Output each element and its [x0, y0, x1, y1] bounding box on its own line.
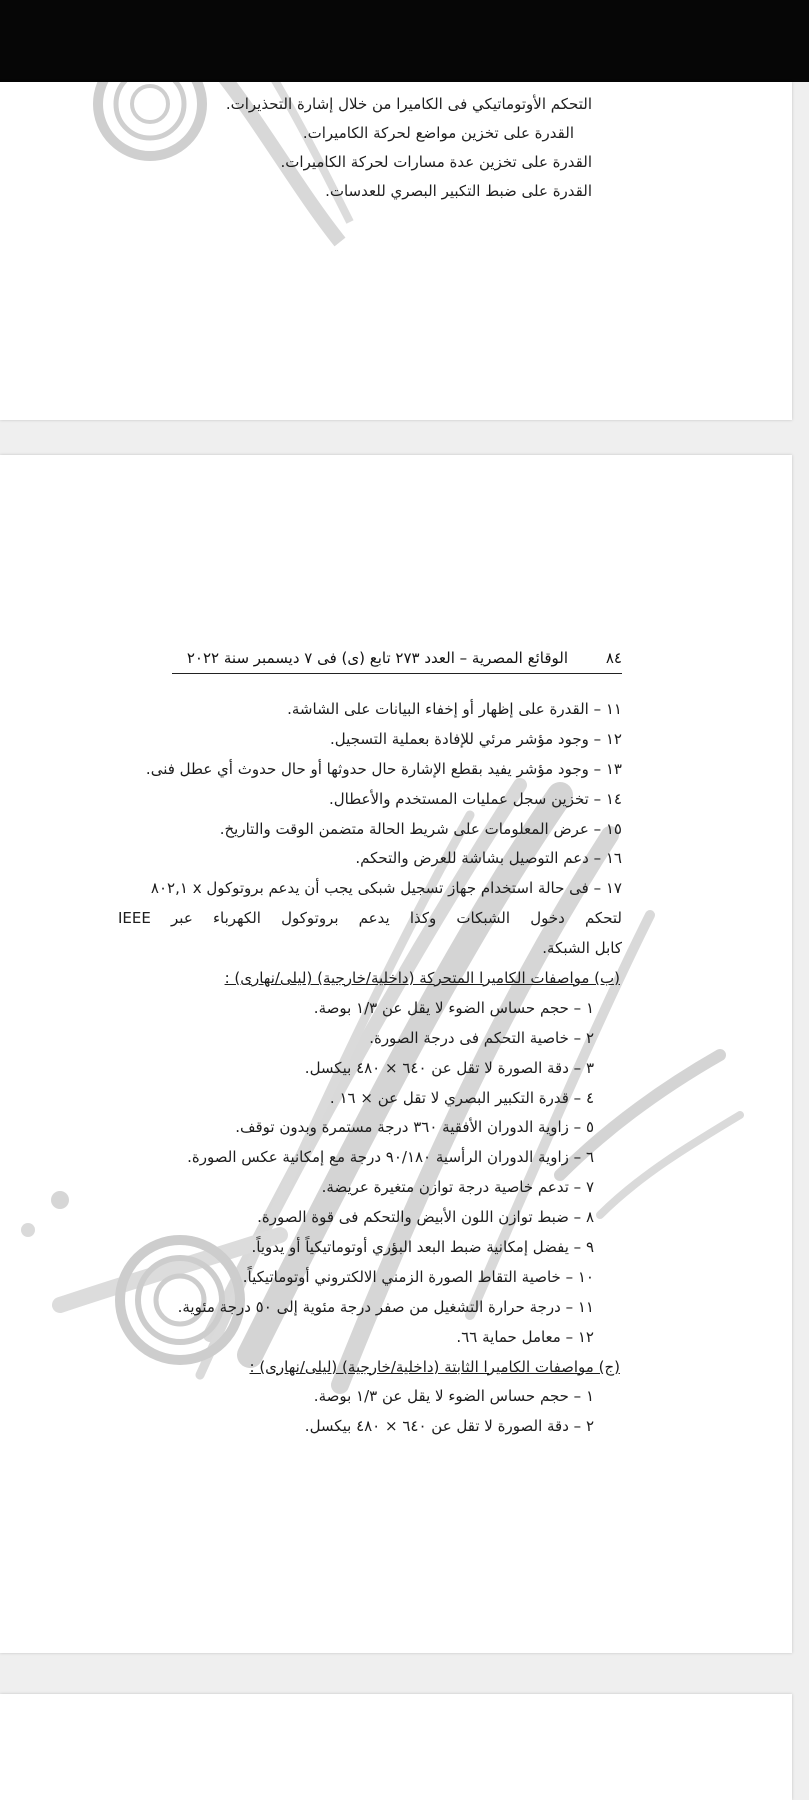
section-heading-c: (ج) مواصفات الكاميرا الثابتة (داخلية/خارجية) (ليلى/نهارى) :: [249, 1357, 620, 1376]
list-item: ١ – حجم حساس الضوء لا يقل عن ١/٣ بوصة.: [313, 1387, 594, 1406]
list-item: ١٢ – معامل حماية ٦٦.: [456, 1327, 594, 1346]
list-item: ٣ – دقة الصورة لا تقل عن ٦٤٠ × ٤٨٠ بيكسل.: [304, 1058, 594, 1077]
list-item-continuation: IEEE لتحكم دخول الشبكات وكذا يدعم بروتوكول الكهرباء عبر: [118, 909, 622, 928]
document-page-3: [0, 1694, 792, 1800]
list-item: ٨ – ضبط توازن اللون الأبيض والتحكم فى قوة الصورة.: [257, 1208, 594, 1227]
text-line: القدرة على ضبط التكبير البصري للعدسات.: [325, 182, 592, 200]
page-header: [172, 645, 622, 674]
list-item: ١٤ – تخزين سجل عمليات المستخدم والأعطال.: [329, 789, 622, 808]
document-page-1: [0, 82, 792, 420]
text-line: القدرة على تخزين مواضع لحركة الكاميرات.: [302, 124, 574, 142]
list-item: ٦ – زاوية الدوران الرأسية ٩٠/١٨٠ درجة مع إمكانية عكس الصورة.: [187, 1148, 594, 1167]
list-item: ١٠ – خاصية التقاط الصورة الزمني الالكتروني أوتوماتيكياً.: [242, 1267, 594, 1286]
list-item: ١٢ – وجود مؤشر مرئي للإفادة بعملية التسجيل.: [330, 729, 622, 748]
list-item-continuation: كابل الشبكة.: [542, 939, 622, 958]
list-item: ١٣ – وجود مؤشر يفيد بقطع الإشارة حال حدوثها أو حال حدوث أي عطل فنى.: [145, 759, 622, 778]
list-item: ١٧ – فى حالة استخدام جهاز تسجيل شبكى يجب أن يدعم بروتوكول x ٨٠٢,١: [150, 879, 622, 898]
document-page-2: [0, 455, 792, 1653]
list-item: ٥ – زاوية الدوران الأفقية ٣٦٠ درجة مستمرة وبدون توقف.: [235, 1118, 594, 1137]
list-item: ١ – حجم حساس الضوء لا يقل عن ١/٣ بوصة.: [313, 998, 594, 1017]
page-number: ٨٤: [605, 649, 622, 667]
document-body: [118, 695, 622, 1442]
list-item: ٢ – خاصية التحكم فى درجة الصورة.: [369, 1028, 594, 1047]
list-item: ١١ – درجة حرارة التشغيل من صفر درجة مئوية إلى ٥٠ درجة مئوية.: [177, 1297, 594, 1316]
section-heading-b: (ب) مواصفات الكاميرا المتحركة (داخلية/خارجية) (ليلى/نهارى) :: [224, 969, 620, 988]
top-bar: [0, 0, 809, 82]
text-line: القدرة على تخزين عدة مسارات لحركة الكاميرات.: [280, 153, 592, 171]
list-item: ١٦ – دعم التوصيل بشاشة للعرض والتحكم.: [355, 849, 622, 868]
list-item: ٢ – دقة الصورة لا تقل عن ٦٤٠ × ٤٨٠ بيكسل.: [304, 1417, 594, 1436]
list-item: ١١ – القدرة على إظهار أو إخفاء البيانات على الشاشة.: [287, 700, 622, 718]
list-item: ٩ – يفضل إمكانية ضبط البعد البؤري أوتوماتيكياً أو يدوياً.: [251, 1238, 594, 1257]
list-item: ١٥ – عرض المعلومات على شريط الحالة متضمن الوقت والتاريخ.: [219, 819, 622, 838]
text-line: التحكم الأوتوماتيكي فى الكاميرا من خلال إشارة التحذيرات.: [225, 95, 592, 113]
header-title: الوقائع المصرية – العدد ٢٧٣ تابع (ى) فى ٧ ديسمبر سنة ٢٠٢٢: [186, 649, 568, 667]
list-item: ٤ – قدرة التكبير البصري لا تقل عن × ١٦ .: [329, 1088, 594, 1107]
list-item: ٧ – تدعم خاصية درجة توازن متغيرة عريضة.: [321, 1178, 594, 1197]
